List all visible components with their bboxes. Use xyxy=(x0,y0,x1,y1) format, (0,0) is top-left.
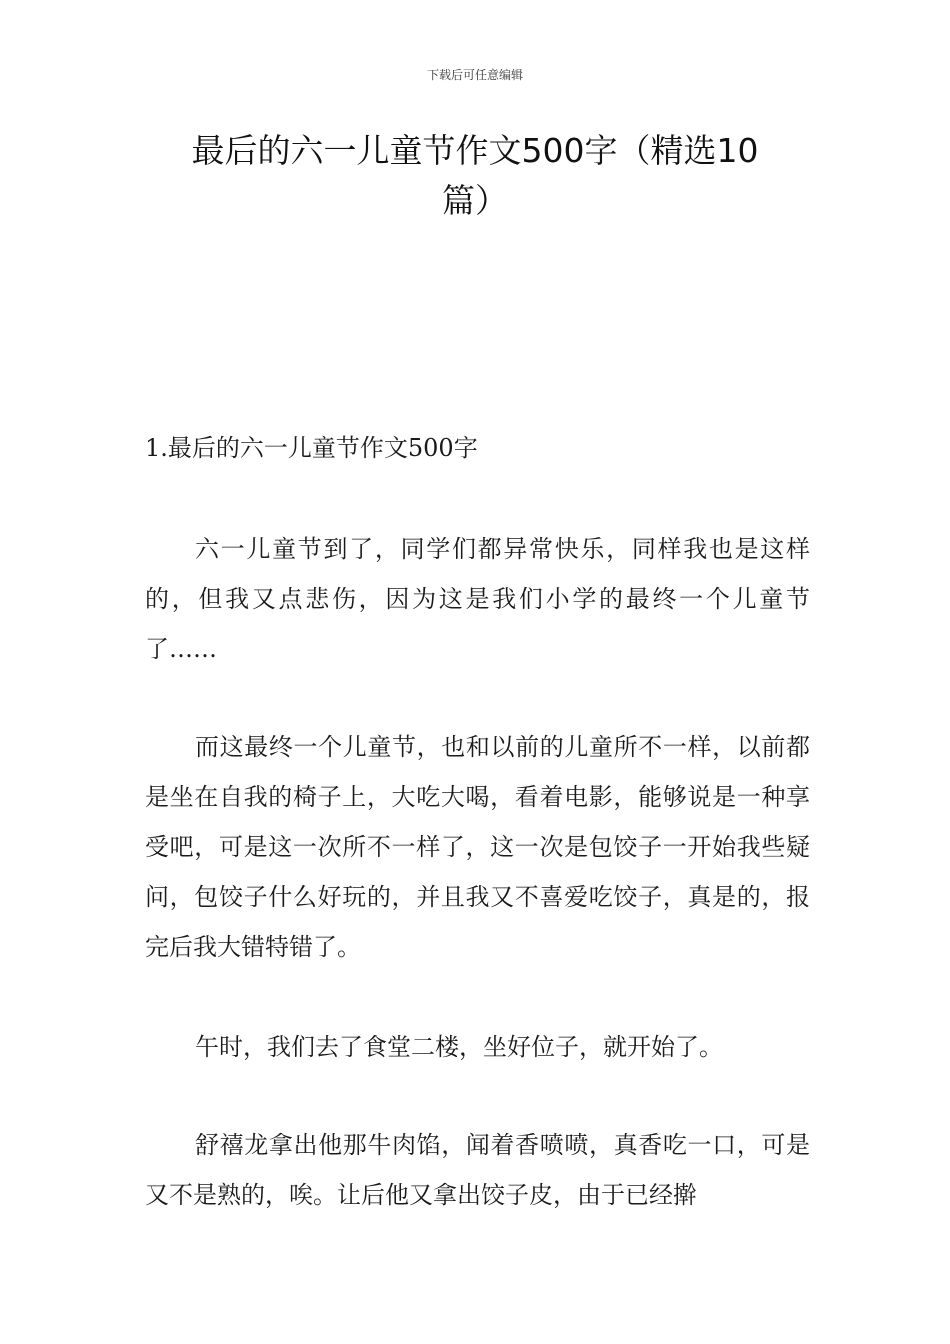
document-title-line-2: 篇） xyxy=(442,181,508,220)
header-note: 下载后可任意编辑 xyxy=(426,68,523,82)
paragraph: 午时，我们去了食堂二楼，坐好位子，就开始了。 xyxy=(195,1033,723,1061)
paragraph: 而这最终一个儿童节，也和以前的儿童所不一样，以前都是坐在自我的椅子上，大吃大喝，看着电影，能够说是一种享受吧，可是这一次所不一样了，这一次是包饺子一开始我些疑问，包饺子什么好玩的，并且我又不喜爱吃饺子，真是的，报完后我大错特错了。 xyxy=(145,733,810,961)
section-heading: 1.最后的六一儿童节作文500字 xyxy=(145,434,478,462)
document-title-line-1: 最后的六一儿童节作文500字（精选10 xyxy=(191,131,759,170)
paragraph: 舒禧龙拿出他那牛肉馅，闻着香喷喷，真香吃一口，可是又不是熟的，唉。让后他又拿出饺子皮，由于已经擀 xyxy=(145,1131,810,1209)
paragraph: 六一儿童节到了，同学们都异常快乐，同样我也是这样的，但我又点悲伤，因为这是我们小学的最终一个儿童节了…… xyxy=(145,535,810,663)
document-title xyxy=(150,126,800,226)
